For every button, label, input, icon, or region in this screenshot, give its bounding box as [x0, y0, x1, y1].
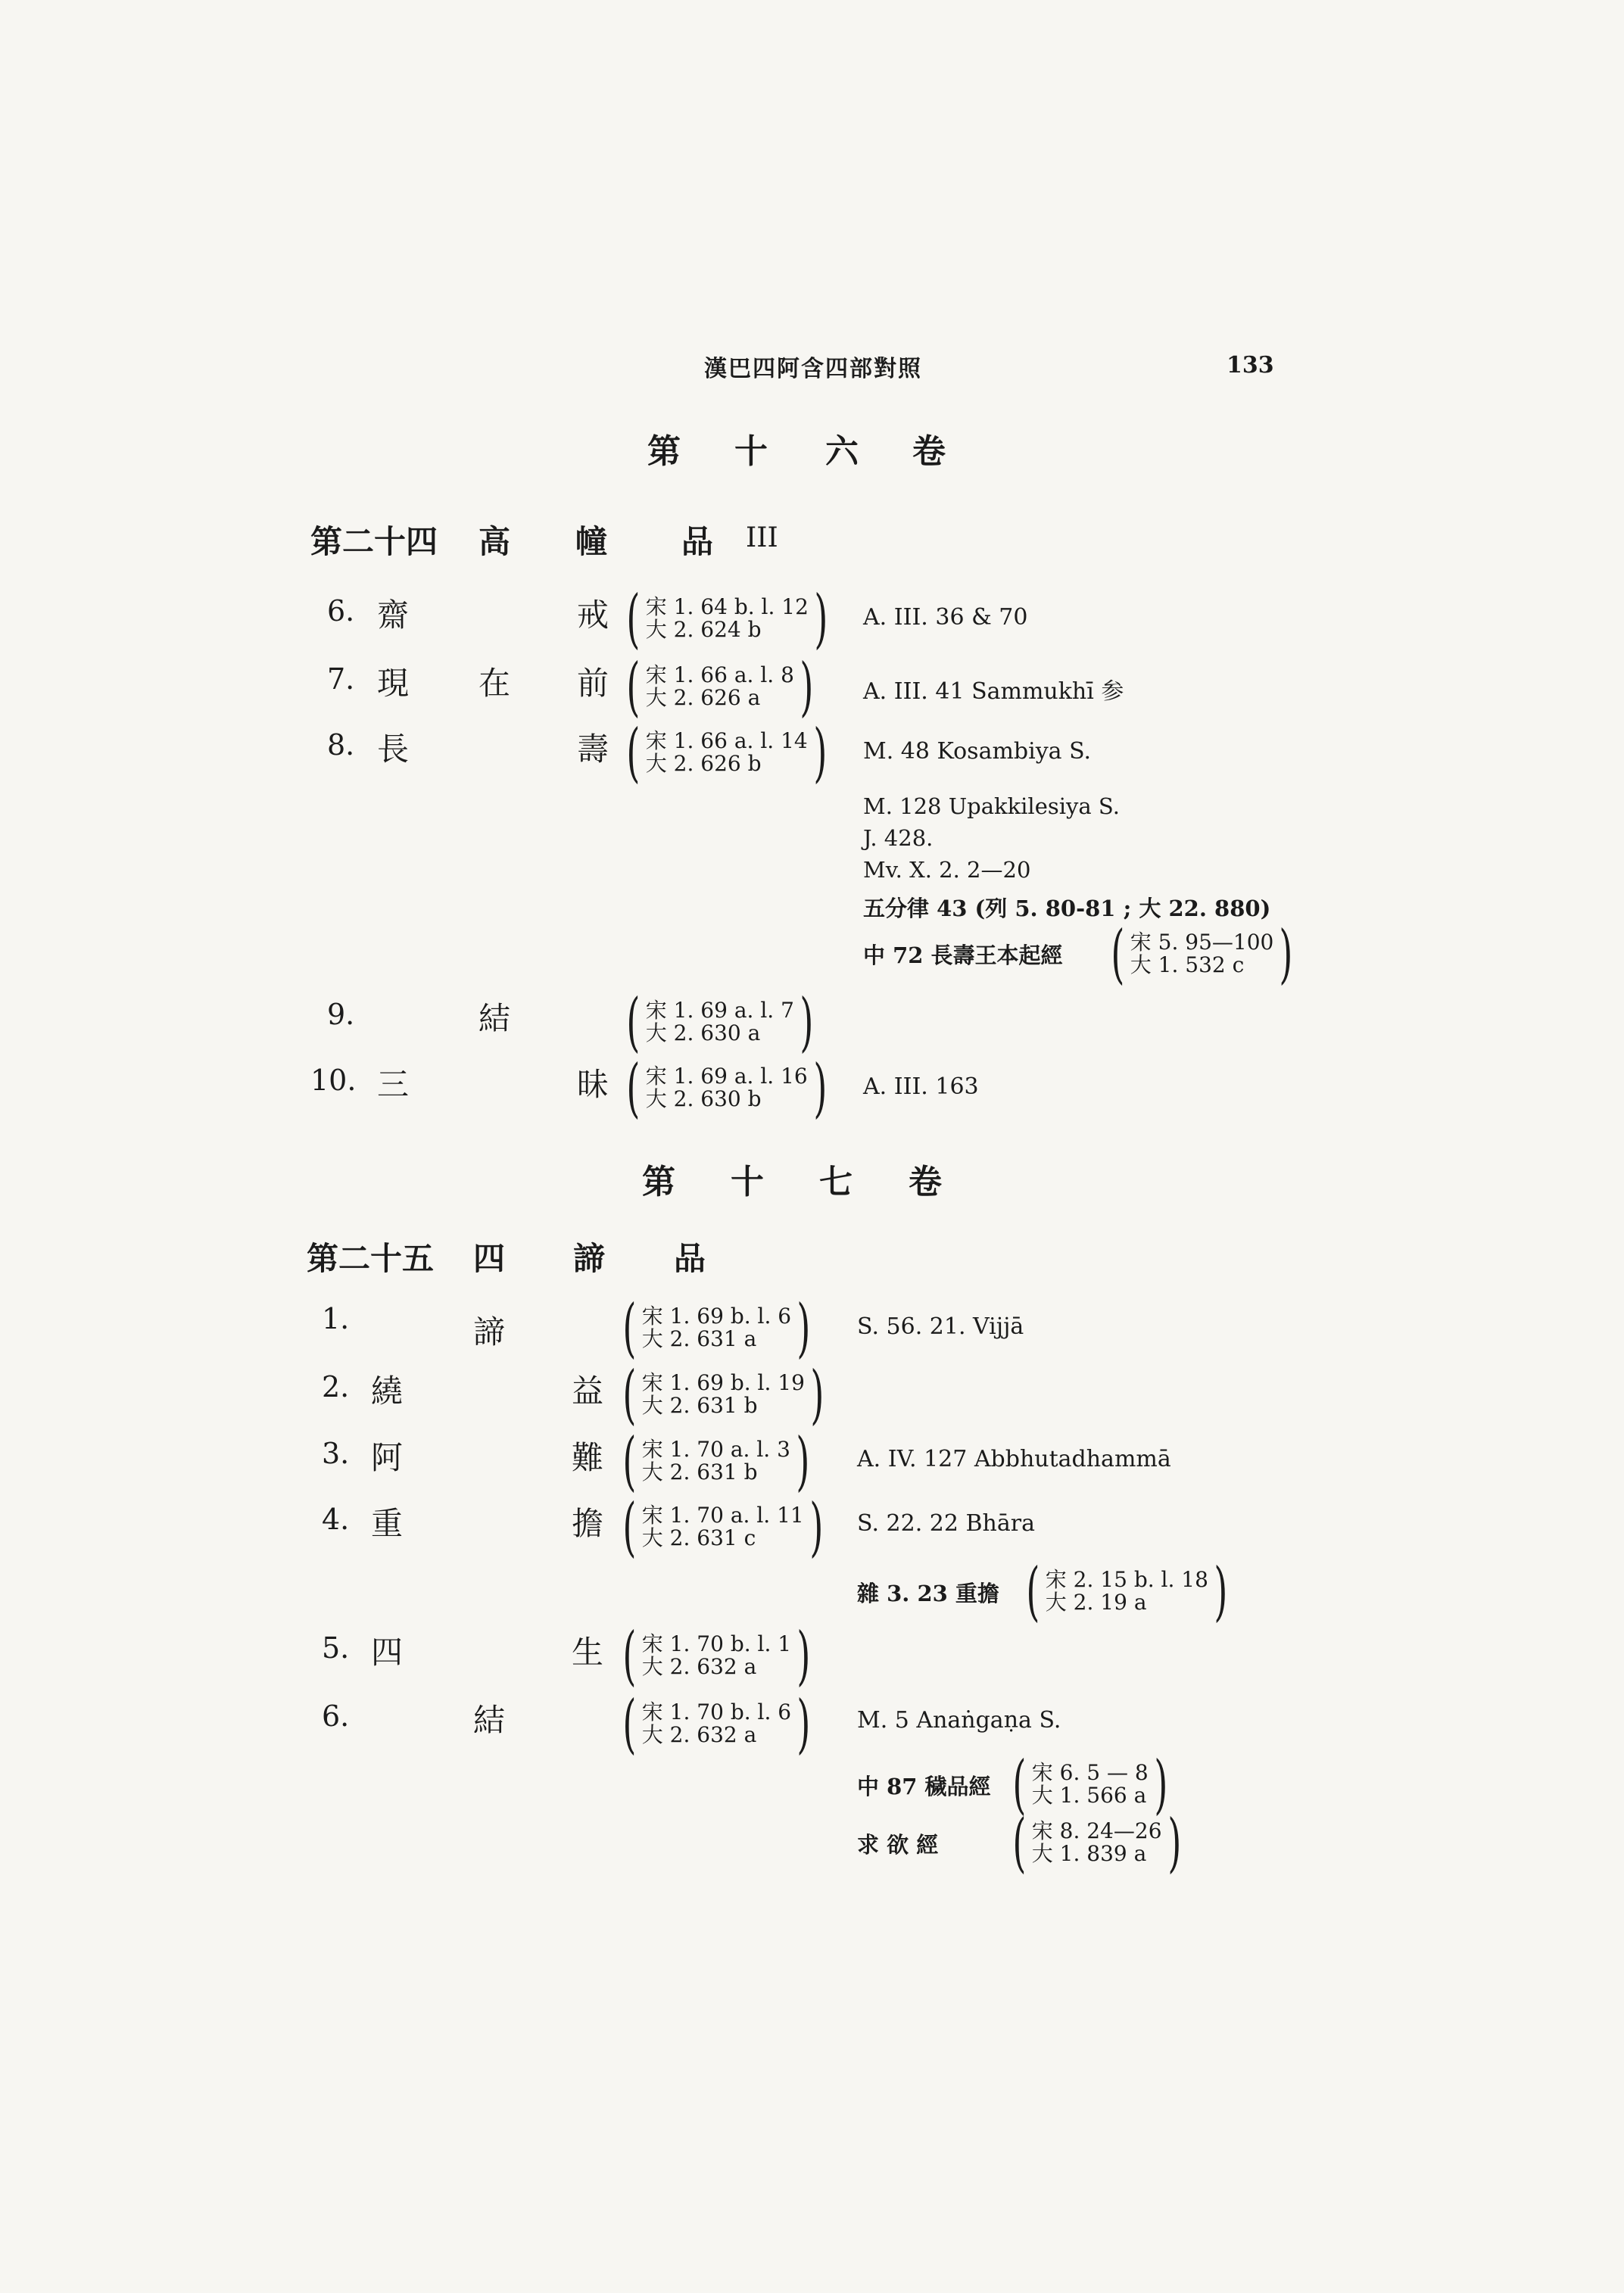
vol17-char-4: 卷: [909, 1163, 942, 1201]
citation-line-1: 宋 8. 24—26: [1031, 1818, 1162, 1843]
citation-line-2: 大 2. 631 b: [641, 1393, 758, 1418]
pali-reference: M. 48 Kosambiya S.: [863, 738, 1092, 765]
chapter-24-char-1: 高: [478, 523, 511, 560]
citation-bracket: ( 宋 1. 69 a. l. 16 大 2. 630 b ): [626, 1051, 828, 1125]
citation-bracket: ( 宋 8. 24—26 大 1. 839 a ): [1012, 1805, 1181, 1880]
citation-bracket: ( 宋 1. 70 b. l. 6 大 2. 632 a ): [622, 1687, 811, 1761]
citation-line-1: 宋 1. 70 a. l. 11: [641, 1503, 804, 1528]
entry-char-1: 長: [377, 731, 410, 768]
pali-reference: A. III. 41 Sammukhī 参: [863, 678, 1124, 705]
citation-bracket: ( 宋 1. 70 b. l. 1 大 2. 632 a ): [622, 1618, 811, 1693]
citation-line-2: 大 2. 632 a: [641, 1722, 757, 1747]
entry-number: 6.: [327, 594, 355, 628]
entry-char-1: 阿: [371, 1439, 404, 1476]
citation-line-1: 宋 1. 70 b. l. 1: [641, 1631, 792, 1656]
citation-line-1: 宋 6. 5 — 8: [1031, 1760, 1149, 1785]
citation-line-1: 宋 2. 15 b. l. 18: [1045, 1567, 1208, 1592]
pali-reference: A. III. 36 & 70: [863, 604, 1028, 631]
citation-line-2: 大 2. 626 b: [645, 751, 762, 776]
entry-number: 8.: [327, 728, 355, 762]
entry-char-3: 難: [572, 1439, 604, 1476]
vol16-char-2: 十: [734, 432, 768, 471]
citation-bracket: ( 宋 5. 95—100 大 1. 532 c ): [1111, 917, 1293, 991]
entry-char-3: 戒: [577, 597, 609, 634]
citation-bracket: ( 宋 1. 69 b. l. 19 大 2. 631 b ): [622, 1357, 824, 1432]
citation-line-2: 大 2. 632 a: [641, 1654, 757, 1679]
entry-number: 3.: [322, 1437, 350, 1470]
chapter-24-number: 第二十四: [310, 523, 438, 560]
entry-number: 6.: [322, 1699, 350, 1733]
extra-reference: 五分律 43 (列 5. 80-81 ; 大 22. 880): [863, 896, 1271, 921]
citation-line-1: 宋 1. 69 b. l. 6: [641, 1304, 792, 1329]
entry-number: 7.: [327, 662, 355, 696]
citation-bracket: ( 宋 1. 64 b. l. 12 大 2. 624 b ): [626, 581, 828, 656]
chapter-24-roman: III: [746, 522, 778, 553]
pali-reference: S. 22. 22 Bhāra: [857, 1510, 1035, 1537]
citation-bracket: ( 宋 1. 70 a. l. 11 大 2. 631 c ): [622, 1490, 824, 1564]
citation-line-2: 大 1. 566 a: [1031, 1783, 1147, 1808]
citation-line-2: 大 1. 839 a: [1031, 1841, 1147, 1866]
entry-char-3: 前: [577, 665, 609, 702]
vol16-char-3: 六: [825, 432, 859, 471]
entry-char-3: 益: [572, 1372, 604, 1410]
entry-char-3: 擔: [572, 1505, 604, 1542]
citation-line-1: 宋 1. 64 b. l. 12: [645, 594, 809, 619]
citation-line-1: 宋 1. 69 a. l. 7: [645, 998, 794, 1023]
page-number: 133: [1227, 352, 1274, 379]
entry-char-3: 壽: [577, 731, 609, 768]
chapter-24-char-2: 幢: [575, 523, 608, 560]
entry-number: 5.: [322, 1631, 350, 1665]
entry-number: 4.: [322, 1503, 350, 1536]
za-323-label: 雜 3. 23 重擔: [857, 1581, 999, 1606]
citation-bracket: ( 宋 1. 70 a. l. 3 大 2. 631 b ): [622, 1424, 810, 1498]
citation-line-2: 大 2. 631 b: [641, 1460, 758, 1485]
entry-char-2: 諦: [473, 1313, 506, 1351]
citation-line-2: 大 2. 631 a: [641, 1326, 757, 1351]
citation-line-1: 宋 1. 70 b. l. 6: [641, 1699, 792, 1724]
citation-bracket: ( 宋 1. 66 a. l. 14 大 2. 626 b ): [626, 715, 828, 790]
pali-reference: A. III. 163: [863, 1073, 979, 1100]
entry-number: 9.: [327, 998, 355, 1031]
entry-char-1: 三: [377, 1066, 410, 1103]
qiuyu-label: 求 欲 經: [857, 1832, 939, 1858]
chapter-25-number: 第二十五: [307, 1240, 435, 1277]
entry-char-2: 結: [473, 1702, 506, 1739]
citation-line-1: 宋 1. 69 a. l. 16: [645, 1064, 808, 1089]
pali-reference: M. 5 Anaṅgaṇa S.: [857, 1707, 1061, 1734]
citation-bracket: ( 宋 2. 15 b. l. 18 大 2. 19 a ): [1026, 1554, 1228, 1628]
entry-char-3: 生: [572, 1634, 604, 1671]
zhong72-label: 中 72 長壽王本起經: [863, 942, 1063, 968]
citation-line-1: 宋 1. 69 b. l. 19: [641, 1370, 805, 1395]
citation-line-2: 大 2. 631 c: [641, 1525, 756, 1550]
entry-number: 2.: [322, 1370, 350, 1404]
pali-reference: S. 56. 21. Vijjā: [857, 1313, 1024, 1340]
entry-number: 1.: [322, 1302, 350, 1335]
entry-char-2: 在: [478, 665, 511, 702]
pali-reference: A. IV. 127 Abbhutadhammā: [857, 1446, 1171, 1472]
vol17-char-1: 第: [642, 1163, 675, 1201]
entry-char-1: 現: [377, 665, 410, 702]
extra-reference: J. 428.: [863, 825, 934, 851]
running-title: 漢巴四阿含四部對照: [704, 356, 922, 382]
entry-char-1: 四: [371, 1634, 404, 1671]
vol17-char-3: 七: [819, 1163, 853, 1201]
citation-line-1: 宋 1. 66 a. l. 14: [645, 728, 808, 753]
citation-bracket: ( 宋 6. 5 — 8 大 1. 566 a ): [1012, 1747, 1168, 1821]
citation-line-1: 宋 5. 95—100: [1130, 930, 1274, 955]
entry-char-1: 重: [371, 1505, 404, 1542]
citation-bracket: ( 宋 1. 69 b. l. 6 大 2. 631 a ): [622, 1291, 811, 1365]
citation-line-1: 宋 1. 66 a. l. 8: [645, 662, 794, 687]
chapter-25-char-1: 四: [473, 1240, 506, 1277]
vol16-char-1: 第: [647, 432, 681, 471]
extra-reference: Mv. X. 2. 2—20: [863, 857, 1031, 883]
vol16-char-4: 卷: [912, 432, 946, 471]
chapter-25-char-2: 諦: [573, 1240, 606, 1277]
citation-line-2: 大 2. 630 b: [645, 1086, 762, 1111]
extra-reference: M. 128 Upakkilesiya S.: [863, 793, 1120, 819]
entry-char-1: 繞: [371, 1372, 404, 1410]
chapter-24-char-3: 品: [681, 523, 714, 560]
citation-line-1: 宋 1. 70 a. l. 3: [641, 1437, 790, 1462]
citation-bracket: ( 宋 1. 66 a. l. 8 大 2. 626 a ): [626, 650, 814, 724]
citation-line-2: 大 2. 626 a: [645, 685, 761, 710]
entry-char-1: 齋: [377, 597, 410, 634]
entry-char-3: 昧: [577, 1066, 609, 1103]
entry-number: 10.: [310, 1064, 357, 1097]
vol17-char-2: 十: [731, 1163, 764, 1201]
citation-line-2: 大 2. 624 b: [645, 617, 762, 642]
entry-char-2: 結: [478, 1000, 511, 1037]
citation-line-2: 大 2. 630 a: [645, 1020, 761, 1045]
citation-line-2: 大 1. 532 c: [1130, 952, 1245, 977]
citation-line-2: 大 2. 19 a: [1045, 1590, 1147, 1615]
zhong87-label: 中 87 穢品經: [857, 1774, 991, 1799]
chapter-25-char-3: 品: [674, 1240, 706, 1277]
citation-bracket: ( 宋 1. 69 a. l. 7 大 2. 630 a ): [626, 985, 814, 1059]
